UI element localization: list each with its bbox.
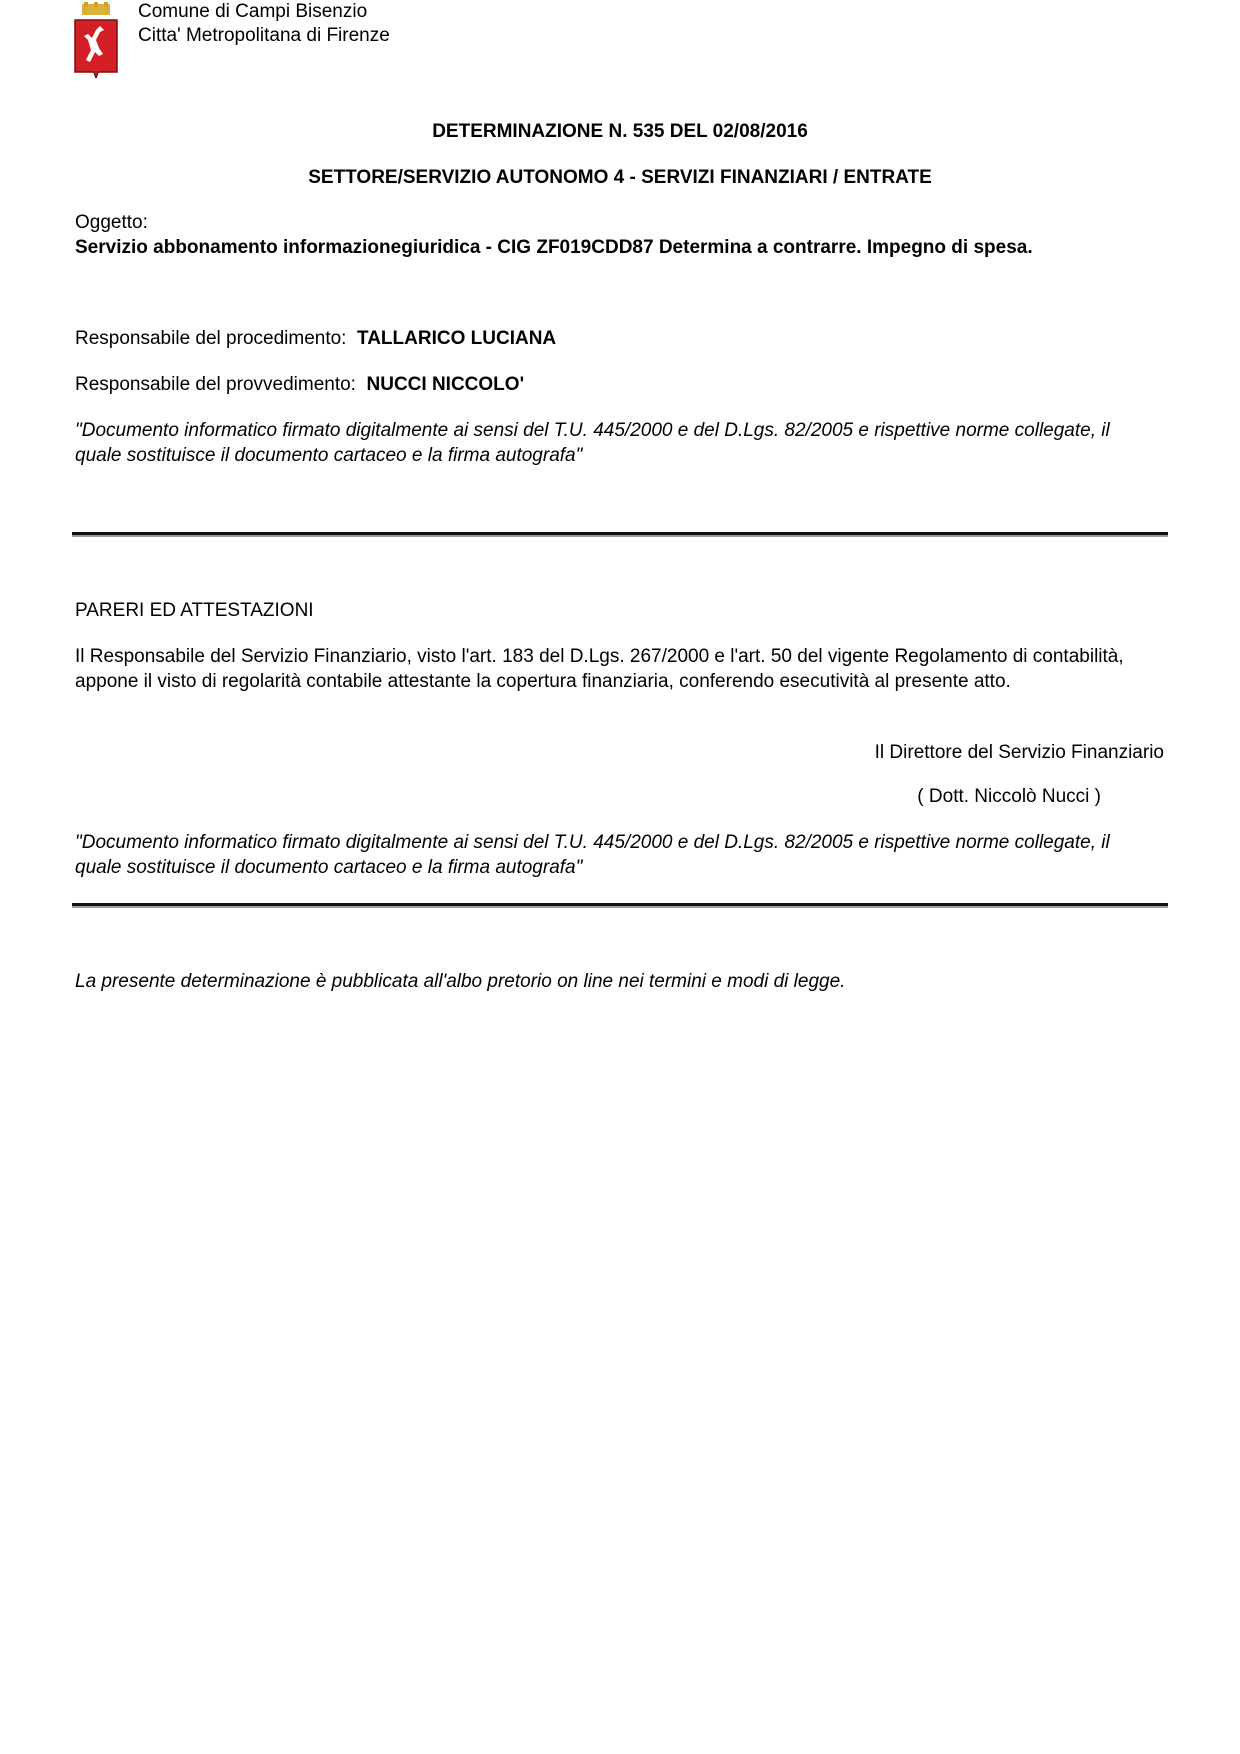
subject-label: Oggetto:: [75, 212, 148, 233]
provvedimento-name: NUCCI NICCOLO': [366, 374, 525, 395]
procedimento-label: Responsabile del procedimento:: [75, 328, 347, 349]
pareri-heading: PARERI ED ATTESTAZIONI: [75, 600, 314, 621]
provvedimento-label: Responsabile del provvedimento:: [75, 374, 356, 395]
pareri-body: Il Responsabile del Servizio Finanziario, visto l'art. 183 del D.Lgs. 267/2000 e l'art. 50 del vigente Regolamento di contabilità, appone il visto di regolarità contabile attestante la copertura finanziaria, conferendo esecutività al presente atto.: [75, 646, 1124, 692]
signer-name: ( Dott. Niccolò Nucci ): [917, 786, 1101, 807]
digital-signature-note-2: "Documento informatico firmato digitalmente ai sensi del T.U. 445/2000 e del D.Lgs. 82/2005 e rispettive norme collegate, il quale sostituisce il documento cartaceo e la firma autografa": [75, 832, 1110, 878]
publication-note: La presente determinazione è pubblicata all'albo pretorio on line nei termini e modi di legge.: [75, 971, 846, 992]
sector-title: SETTORE/SERVIZIO AUTONOMO 4 - SERVIZI FINANZIARI / ENTRATE: [308, 167, 932, 188]
subject-text: Servizio abbonamento informazionegiuridica - CIG ZF019CDD87 Determina a contrarre. Impegno di spesa.: [75, 237, 1033, 258]
coat-of-arms-logo: [74, 2, 118, 78]
signer-role: Il Direttore del Servizio Finanziario: [874, 742, 1164, 763]
procedimento-name: TALLARICO LUCIANA: [357, 328, 557, 349]
section-divider-2: [72, 903, 1168, 906]
digital-signature-note: "Documento informatico firmato digitalmente ai sensi del T.U. 445/2000 e del D.Lgs. 82/2005 e rispettive norme collegate, il quale sostituisce il documento cartaceo e la firma autografa": [75, 420, 1110, 466]
metro-city-name: Citta' Metropolitana di Firenze: [138, 25, 390, 46]
responsabile-procedimento: [75, 329, 556, 348]
document-title: DETERMINAZIONE N. 535 DEL 02/08/2016: [432, 121, 808, 142]
responsabile-provvedimento: [75, 375, 524, 394]
section-divider: [72, 532, 1168, 535]
municipality-name: Comune di Campi Bisenzio: [138, 1, 368, 22]
